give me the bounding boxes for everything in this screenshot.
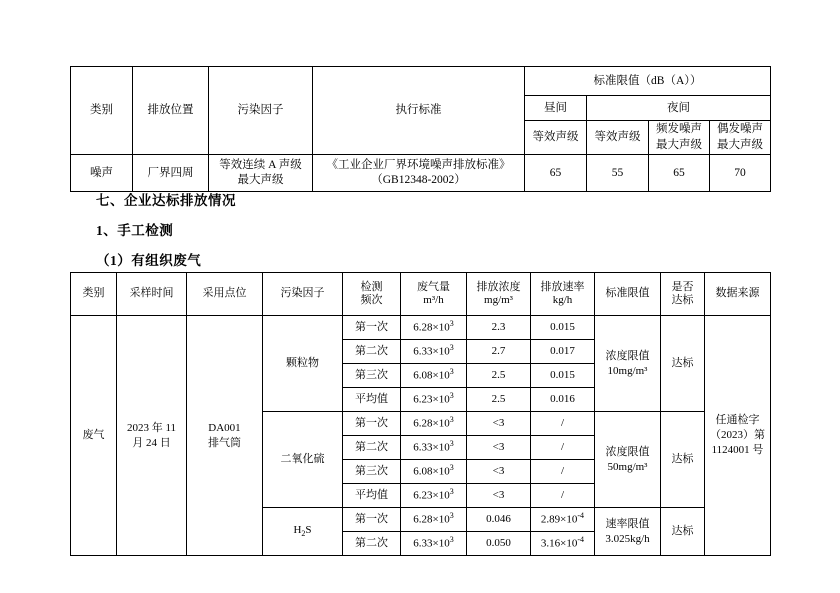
air-td-conc: 0.046 xyxy=(467,508,531,532)
air-td-category: 废气 xyxy=(71,316,117,556)
air-td-freq: 第一次 xyxy=(343,316,401,340)
air-th-frequency-l1: 检测 xyxy=(360,280,383,293)
air-th-sample-time: 采样时间 xyxy=(117,273,187,316)
air-td-rate: 0.015 xyxy=(531,364,595,388)
air-td-compliant-so2: 达标 xyxy=(661,412,705,508)
air-td-freq: 第三次 xyxy=(343,364,401,388)
air-td-sample-time-l1: 2023 年 11 xyxy=(126,421,177,434)
air-td-pollutant-so2: 二氧化硫 xyxy=(263,412,343,508)
noise-emission-table xyxy=(70,66,771,192)
noise-td-location: 厂界四周 xyxy=(133,155,209,192)
air-th-gas-volume-l1: 废气量 xyxy=(417,280,450,293)
air-td-volume: $6.23\times 10^3$ xyxy=(401,388,467,412)
noise-td-night-leq: 55 xyxy=(587,155,649,192)
air-td-compliant-h2s: 达标 xyxy=(661,508,705,556)
air-td-limit-h2s: 速率限值 3.025kg/h xyxy=(595,508,661,556)
air-td-conc: <3 xyxy=(467,460,531,484)
noise-td-category: 噪声 xyxy=(71,155,133,192)
noise-th-freq-max: 频发噪声 最大声级 xyxy=(649,121,710,155)
noise-td-day-leq: 65 xyxy=(525,155,587,192)
air-td-rate: 0.015 xyxy=(531,316,595,340)
air-th-source: 数据来源 xyxy=(705,273,771,316)
air-td-freq: 平均值 xyxy=(343,388,401,412)
air-td-rate: 0.016 xyxy=(531,388,595,412)
table-row xyxy=(71,67,771,96)
noise-td-standard xyxy=(313,155,525,192)
air-td-volume: $6.33\times 10^3$ xyxy=(401,532,467,556)
organized-exhaust-table xyxy=(70,272,771,556)
air-th-concentration-l2: mg/m³ xyxy=(484,294,513,306)
table-row xyxy=(71,316,771,340)
noise-td-occ-max: 70 xyxy=(710,155,771,192)
air-th-limit: 标准限值 xyxy=(595,273,661,316)
noise-th-category: 类别 xyxy=(71,67,133,155)
noise-th-day-leq: 等效声级 xyxy=(525,121,587,155)
noise-td-standard-line2: （GB12348-2002） xyxy=(371,174,466,187)
air-th-gas-volume-l2: m³/h xyxy=(423,294,444,306)
air-td-conc: 2.3 xyxy=(467,316,531,340)
air-td-source-l3: 1124001 号 xyxy=(711,443,764,456)
air-td-pollutant-h2s: $H_2S$ xyxy=(263,508,343,556)
noise-td-pollutant-line2: 最大声级 xyxy=(237,174,284,187)
air-td-rate: $3.16\times 10^{-4}$ xyxy=(531,532,595,556)
air-td-limit-so2: 浓度限值 50mg/m³ xyxy=(595,412,661,508)
air-th-compliant xyxy=(661,273,705,316)
section-heading: 七、企业达标排放情况 xyxy=(96,193,236,208)
table-row xyxy=(71,273,771,316)
air-td-rate: / xyxy=(531,436,595,460)
air-th-compliant-l1: 是否 xyxy=(671,280,694,293)
air-th-category: 类别 xyxy=(71,273,117,316)
air-th-rate-l1: 排放速率 xyxy=(540,280,585,293)
subsection-heading-organized-exhaust: （1）有组织废气 xyxy=(96,253,202,268)
air-th-pollutant: 污染因子 xyxy=(263,273,343,316)
noise-th-pollutant: 污染因子 xyxy=(209,67,313,155)
air-td-source-l1: 任通检字 xyxy=(715,414,760,427)
noise-td-freq-max: 65 xyxy=(649,155,710,192)
air-td-volume: $6.08\times 10^3$ xyxy=(401,364,467,388)
air-td-source-l2: （2023）第 xyxy=(710,429,765,442)
air-td-sample-time xyxy=(117,316,187,556)
air-td-rate: 0.017 xyxy=(531,340,595,364)
air-td-volume: $6.28\times 10^3$ xyxy=(401,412,467,436)
air-td-volume: $6.28\times 10^3$ xyxy=(401,508,467,532)
air-td-freq: 第三次 xyxy=(343,460,401,484)
air-td-sample-time-l2: 月 24 日 xyxy=(132,436,171,449)
noise-th-limit-group: 标准限值（dB（A）） xyxy=(525,67,771,96)
air-td-point xyxy=(187,316,263,556)
air-td-rate: / xyxy=(531,460,595,484)
air-td-volume: $6.28\times 10^3$ xyxy=(401,316,467,340)
air-td-volume: $6.33\times 10^3$ xyxy=(401,340,467,364)
subsection-heading-manual-test: 1、手工检测 xyxy=(96,223,174,238)
noise-th-occ-max: 偶发噪声 最大声级 xyxy=(710,121,771,155)
air-td-freq: 第二次 xyxy=(343,340,401,364)
air-td-source xyxy=(705,316,771,556)
air-th-concentration xyxy=(467,273,531,316)
air-td-volume: $6.23\times 10^3$ xyxy=(401,484,467,508)
air-th-frequency xyxy=(343,273,401,316)
noise-th-location: 排放位置 xyxy=(133,67,209,155)
air-th-concentration-l1: 排放浓度 xyxy=(476,280,521,293)
air-td-freq: 第一次 xyxy=(343,508,401,532)
air-td-rate: $2.89\times 10^{-4}$ xyxy=(531,508,595,532)
air-td-conc: <3 xyxy=(467,436,531,460)
noise-th-day: 昼间 xyxy=(525,96,587,121)
noise-td-pollutant xyxy=(209,155,313,192)
air-th-rate xyxy=(531,273,595,316)
air-td-point-l1: DA001 xyxy=(208,421,241,434)
air-td-point-l2: 排气筒 xyxy=(208,436,241,449)
air-td-limit-particulate: 浓度限值 10mg/m³ xyxy=(595,316,661,412)
table-row xyxy=(71,155,771,192)
air-td-pollutant-particulate: 颗粒物 xyxy=(263,316,343,412)
air-th-gas-volume xyxy=(401,273,467,316)
air-td-compliant-particulate: 达标 xyxy=(661,316,705,412)
air-td-conc: 0.050 xyxy=(467,532,531,556)
air-td-rate: / xyxy=(531,412,595,436)
air-th-frequency-l2: 频次 xyxy=(360,294,383,306)
air-td-freq: 第一次 xyxy=(343,412,401,436)
air-th-rate-l2: kg/h xyxy=(552,294,573,306)
air-th-compliant-l2: 达标 xyxy=(671,294,694,306)
air-td-volume: $6.08\times 10^3$ xyxy=(401,460,467,484)
noise-td-pollutant-line1: 等效连续 A 声级 xyxy=(219,158,302,171)
noise-th-night-leq: 等效声级 xyxy=(587,121,649,155)
air-td-freq: 第二次 xyxy=(343,532,401,556)
air-td-conc: <3 xyxy=(467,484,531,508)
noise-th-night: 夜间 xyxy=(587,96,771,121)
noise-th-standard: 执行标准 xyxy=(313,67,525,155)
air-td-volume: $6.33\times 10^3$ xyxy=(401,436,467,460)
air-td-rate: / xyxy=(531,484,595,508)
air-th-point: 采用点位 xyxy=(187,273,263,316)
air-td-conc: <3 xyxy=(467,412,531,436)
air-td-conc: 2.5 xyxy=(467,388,531,412)
air-td-freq: 平均值 xyxy=(343,484,401,508)
noise-td-standard-line1: 《工业企业厂界环境噪声排放标准》 xyxy=(326,158,511,171)
air-td-conc: 2.5 xyxy=(467,364,531,388)
air-td-freq: 第二次 xyxy=(343,436,401,460)
air-td-conc: 2.7 xyxy=(467,340,531,364)
